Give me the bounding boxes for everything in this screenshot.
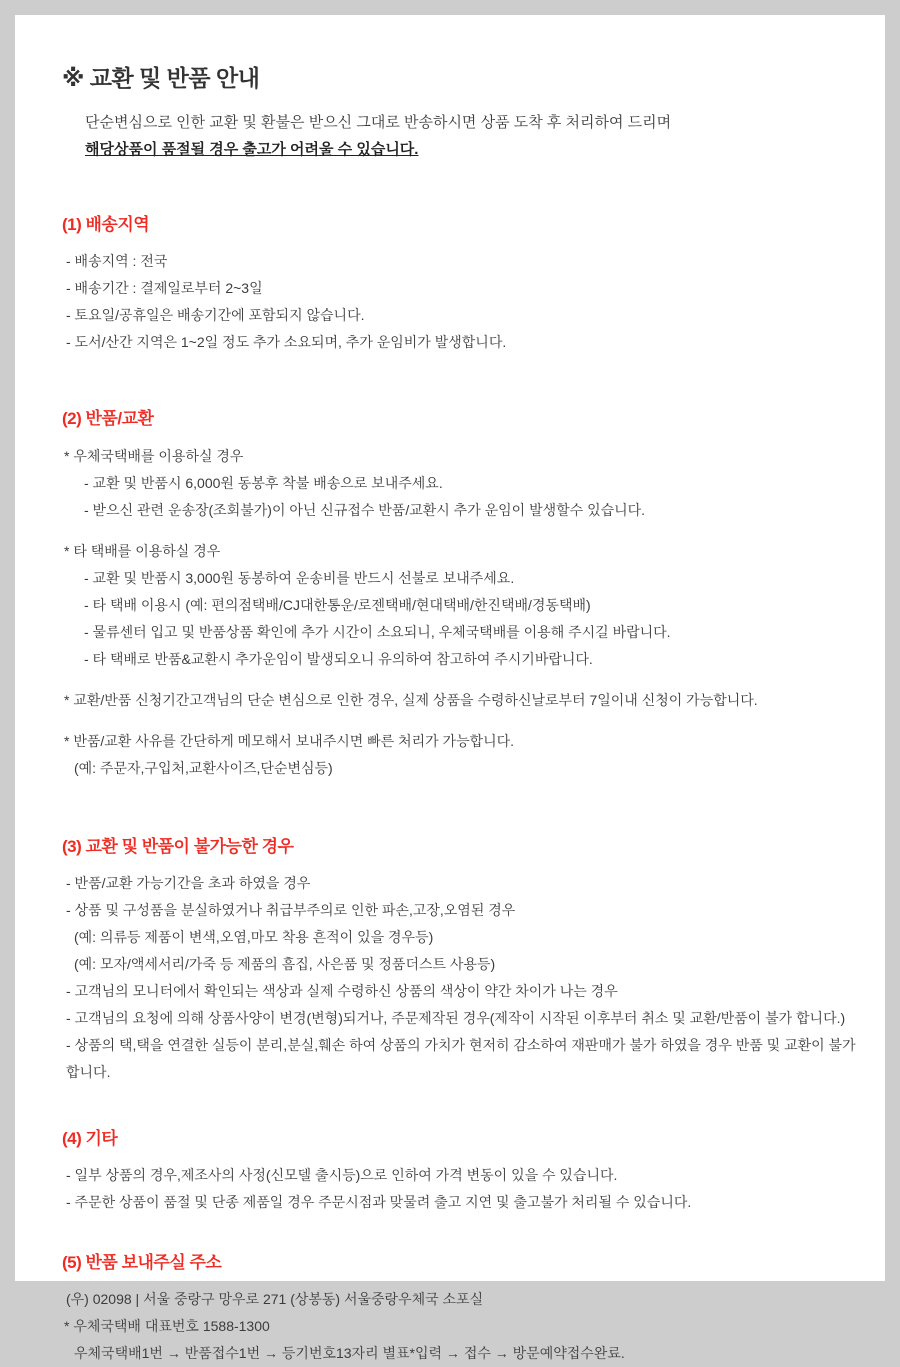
policy-line-example: (예: 의류등 제품이 변색,오염,마모 착용 흔적이 있을 경우등) (74, 929, 434, 945)
return-procedure-line: 우체국택배1번 → 반품접수1번 → 등기번호13자리 별표*입력 → 접수 → 방문예약접수완료. (74, 1345, 625, 1361)
policy-line: - 받으신 관련 운송장(조회불가)이 아닌 신규접수 반품/교환시 추가 운임이 발생할수 있습니다. (84, 502, 646, 518)
policy-card (15, 15, 885, 1361)
return-memo-note: * 반품/교환 사유를 간단하게 메모해서 보내주시면 빠른 처리가 가능합니다. (64, 733, 515, 749)
post-office-group-title: * 우체국택배를 이용하실 경우 (64, 448, 244, 464)
other-courier-group-title: * 타 택배를 이용하실 경우 (64, 543, 221, 559)
policy-line: - 교환 및 반품시 6,000원 동봉후 착불 배송으로 보내주세요. (84, 475, 443, 491)
intro-line-1: 단순변심으로 인한 교환 및 환불은 받으신 그대로 반송하시면 상품 도착 후 처리하여 드리며 (85, 114, 672, 131)
policy-line: - 상품의 택,택을 연결한 실등이 분리,분실,훼손 하여 상품의 가치가 현저히 감소하여 재판매가 불가 하였을 경우 반품 및 교환이 불가 합니다. (66, 1037, 856, 1080)
return-memo-example: (예: 주문자,구입처,교환사이즈,단순변심등) (74, 760, 333, 776)
policy-line: - 배송기간 : 결제일로부터 2~3일 (66, 280, 263, 296)
section-etc (62, 1124, 861, 1216)
section-return-address (62, 1248, 861, 1367)
policy-line: - 반품/교환 가능기간을 초과 하였을 경우 (66, 875, 311, 891)
policy-line: - 타 택배로 반품&교환시 추가운임이 발생되오니 유의하여 참고하여 주시기바랍니다. (84, 651, 593, 667)
policy-line: - 도서/산간 지역은 1~2일 정도 추가 소요되며, 추가 운임비가 발생합니다. (66, 334, 507, 350)
policy-line: - 고객님의 요청에 의해 상품사양이 변경(변형)되거나, 주문제작된 경우(제작이 시작된 이후부터 취소 및 교환/반품이 불가 합니다.) (66, 1010, 846, 1026)
section-heading-return-address: (5) 반품 보내주실 주소 (62, 1253, 222, 1272)
intro-paragraph (85, 109, 861, 163)
policy-line: - 교환 및 반품시 3,000원 동봉하여 운송비를 반드시 선불로 보내주세요. (84, 570, 515, 586)
policy-line: - 일부 상품의 경우,제조사의 사정(신모델 출시등)으로 인하여 가격 변동이 있을 수 있습니다. (66, 1167, 618, 1183)
policy-line: - 배송지역 : 전국 (66, 253, 168, 269)
section-return-exchange (62, 404, 861, 782)
post-office-phone-line: * 우체국택배 대표번호 1588-1300 (64, 1318, 270, 1334)
return-address-line: (우) 02098 | 서울 중랑구 망우로 271 (상봉동) 서울중랑우체국 소포실 (66, 1291, 484, 1307)
section-heading-etc: (4) 기타 (62, 1129, 118, 1148)
page-title: ※ 교환 및 반품 안내 (62, 65, 260, 91)
section-heading-returns: (2) 반품/교환 (62, 409, 154, 428)
policy-line-example: (예: 모자/액세서리/가죽 등 제품의 흠집, 사은품 및 정품더스트 사용등) (74, 956, 496, 972)
section-heading-not-allowed: (3) 교환 및 반품이 불가능한 경우 (62, 837, 294, 856)
policy-line: - 주문한 상품이 품절 및 단종 제품일 경우 주문시점과 맞물려 출고 지연 및 출고불가 처리될 수 있습니다. (66, 1194, 692, 1210)
intro-line-2: 해당상품이 품절될 경우 출고가 어려울 수 있습니다. (85, 141, 419, 158)
policy-line: - 물류센터 입고 및 반품상품 확인에 추가 시간이 소요되니, 우체국택배를 이용해 주시길 바랍니다. (84, 624, 671, 640)
policy-line: - 고객님의 모니터에서 확인되는 색상과 실제 수령하신 상품의 색상이 약간 차이가 나는 경우 (66, 983, 618, 999)
return-period-note: * 교환/반품 신청기간고객님의 단순 변심으로 인한 경우, 실제 상품을 수령하신날로부터 7일이내 신청이 가능합니다. (64, 692, 758, 708)
policy-line: - 토요일/공휴일은 배송기간에 포함되지 않습니다. (66, 307, 365, 323)
section-heading-shipping: (1) 배송지역 (62, 215, 150, 234)
policy-line: - 상품 및 구성품을 분실하였거나 취급부주의로 인한 파손,고장,오염된 경우 (66, 902, 516, 918)
section-not-allowed (62, 832, 861, 1086)
policy-line: - 타 택배 이용시 (예: 편의점택배/CJ대한통운/로젠택배/현대택배/한진택배/경동택배) (84, 597, 591, 613)
section-shipping-area (62, 210, 861, 356)
